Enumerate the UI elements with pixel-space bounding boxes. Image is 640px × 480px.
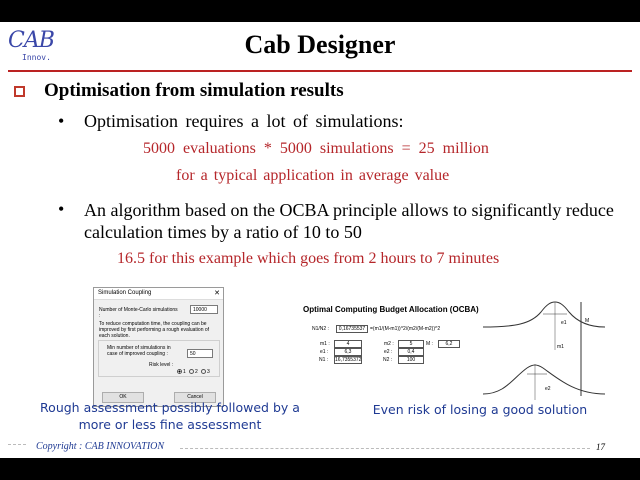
- highlight-line-1: 5000 evaluations * 5000 simulations = 25 million: [143, 140, 489, 157]
- n2-value: 100: [398, 356, 424, 364]
- distribution-curves: [475, 300, 610, 400]
- ocba-panel: [300, 302, 479, 402]
- ratio-label: N1/N2 :: [312, 326, 329, 332]
- ok-button[interactable]: OK: [102, 392, 144, 403]
- m1-value: 4: [334, 340, 362, 348]
- bullet-text-2: An algorithm based on the OCBA principle allows to significantly reduce calculation times by a ratio of 10 to 50: [84, 200, 614, 242]
- label-e1: e1: [561, 320, 567, 326]
- slide-title: Cab Designer: [244, 30, 396, 59]
- e1-value: 6,3: [334, 348, 362, 356]
- footer-dash-left: [8, 444, 26, 445]
- e2-value: 0,4: [398, 348, 424, 356]
- risk-radio-3[interactable]: 3: [201, 369, 210, 375]
- close-icon[interactable]: ✕: [214, 290, 220, 297]
- risk-level-label: Risk level :: [149, 362, 174, 368]
- improved-coupling-group: [98, 340, 220, 377]
- n1-value: 16,7355372: [335, 357, 362, 363]
- bullet-text-1: Optimisation requires a lot of simulations:: [84, 111, 404, 131]
- label-m1: m1: [557, 344, 564, 350]
- copyright-text: Copyright : CAB INNOVATION: [36, 441, 165, 452]
- curve-solution-2: [483, 365, 605, 394]
- min-simulations-label: Min number of simulations in case of improved coupling :: [107, 345, 171, 357]
- section-heading: Optimisation from simulation results: [44, 80, 344, 101]
- bullet-dot-icon: •: [58, 199, 65, 219]
- label-M: M: [585, 318, 590, 324]
- highlight-line-2: for a typical application in average value: [176, 167, 450, 184]
- checkbox-bullet-icon: [14, 86, 25, 97]
- m2-label: m2 :: [384, 341, 394, 347]
- m2-value: 5: [398, 340, 424, 348]
- ratio-value: 0,16735537: [336, 325, 368, 333]
- presentation-slide: [0, 22, 640, 458]
- n1-label: N1 :: [319, 357, 329, 363]
- risk-radio-2[interactable]: 2: [189, 369, 198, 375]
- mc-simulations-label: Number of Monte-Carlo simulations :: [99, 307, 178, 319]
- n2-label: N2 :: [383, 357, 393, 363]
- caption-right: Even risk of losing a good solution: [372, 402, 588, 417]
- risk-radio-1[interactable]: 1: [177, 369, 186, 375]
- caption-left: Rough assessment possibly followed by a more or less fine assessment: [40, 400, 300, 432]
- title-underline: [8, 70, 632, 72]
- logo-subtitle: Innov.: [22, 53, 51, 62]
- label-e2: e2: [545, 386, 551, 392]
- letterbox-bottom: [0, 458, 640, 480]
- M-label: M :: [426, 341, 433, 347]
- dialog-title: Simulation Coupling: [94, 288, 223, 300]
- highlight-line-3: 16.5 for this example which goes from 2 hours to 7 minutes: [117, 250, 500, 267]
- bullet-dot-icon: •: [58, 111, 65, 131]
- m1-label: m1 :: [320, 341, 330, 347]
- page-number: 17: [596, 442, 605, 452]
- ratio-formula: =(m1/(M-m1))^2/(m2/(M-m2))^2: [370, 326, 441, 332]
- cancel-button[interactable]: Cancel: [174, 392, 216, 403]
- footer-rule: [180, 448, 590, 449]
- M-value: 6,2: [438, 340, 460, 348]
- mc-simulations-input[interactable]: 10000: [190, 305, 218, 314]
- e1-label: e1 :: [320, 349, 329, 355]
- letterbox-top: [0, 0, 640, 22]
- simulation-coupling-dialog: [93, 287, 224, 407]
- coupling-info-text: To reduce computation time, the coupling can be improved by first performing a rough evaluation of each solution.: [99, 321, 210, 339]
- e2-label: e2 :: [384, 349, 393, 355]
- logo-letters: CAB: [8, 28, 54, 53]
- min-simulations-input[interactable]: 50: [187, 349, 213, 358]
- ocba-title: Optimal Computing Budget Allocation (OCBA): [303, 305, 479, 314]
